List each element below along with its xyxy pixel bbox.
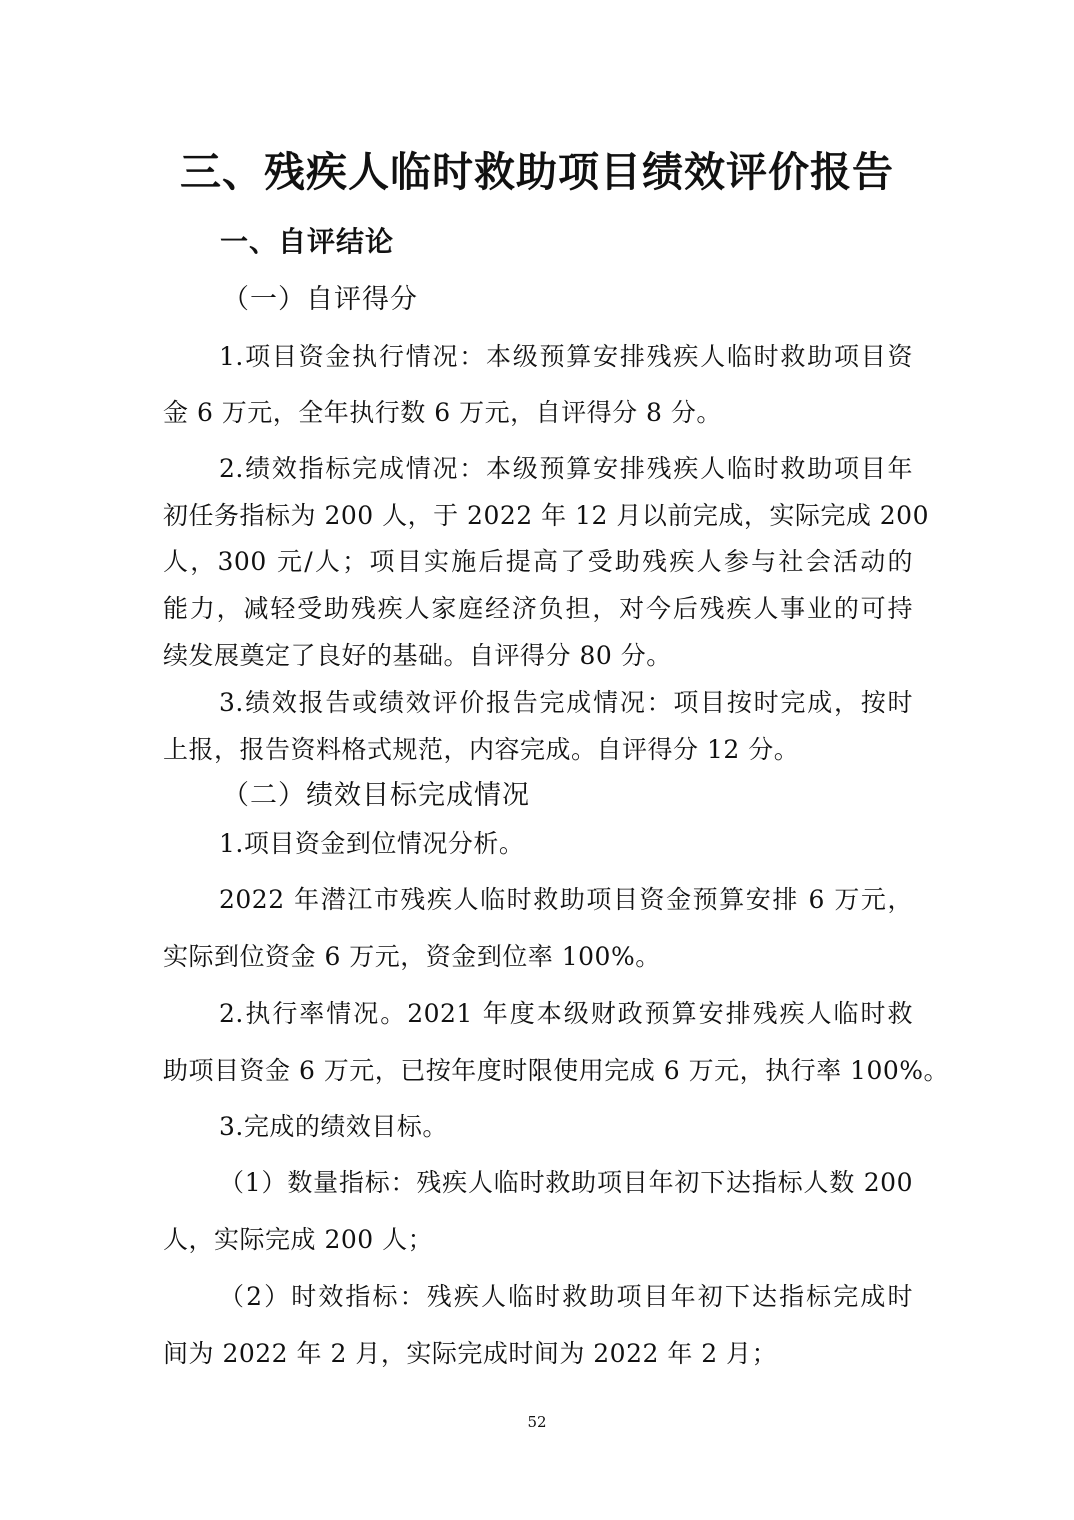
section-heading: 一、自评结论: [220, 225, 395, 258]
paragraph-line: 1.项目资金到位情况分析。: [219, 829, 525, 858]
paragraph-line: 2022 年潜江市残疾人临时救助项目资金预算安排 6 万元，: [219, 885, 913, 914]
paragraph-line: 能力，减轻受助残疾人家庭经济负担，对今后残疾人事业的可持: [163, 594, 913, 623]
subsection-heading-goals: （二）绩效目标完成情况: [222, 780, 530, 811]
paragraph-line: 金 6 万元，全年执行数 6 万元，自评得分 8 分。: [163, 398, 722, 427]
subsection-heading-score: （一）自评得分: [222, 284, 418, 315]
paragraph-line: 2.绩效指标完成情况：本级预算安排残疾人临时救助项目年: [219, 454, 913, 483]
paragraph-line: 3.完成的绩效目标。: [219, 1112, 448, 1141]
paragraph-line: 助项目资金 6 万元，已按年度时限使用完成 6 万元，执行率 100%。: [163, 1056, 950, 1085]
paragraph-line: 上报，报告资料格式规范，内容完成。自评得分 12 分。: [163, 735, 800, 764]
paragraph-line: 人，实际完成 200 人；: [163, 1225, 434, 1254]
page-number: 52: [527, 1413, 547, 1431]
page-title: 三、残疾人临时救助项目绩效评价报告: [180, 148, 894, 196]
paragraph-line: 人，300 元/人；项目实施后提高了受助残疾人参与社会活动的: [163, 547, 913, 576]
paragraph-line: 1.项目资金执行情况：本级预算安排残疾人临时救助项目资: [219, 342, 913, 371]
paragraph-line: 续发展奠定了良好的基础。自评得分 80 分。: [163, 641, 672, 670]
paragraph-line: 初任务指标为 200 人，于 2022 年 12 月以前完成，实际完成 200: [163, 501, 929, 530]
paragraph-line: （2）时效指标：残疾人临时救助项目年初下达指标完成时: [219, 1282, 913, 1311]
paragraph-line: 2.执行率情况。2021 年度本级财政预算安排残疾人临时救: [219, 999, 913, 1028]
paragraph-line: 间为 2022 年 2 月，实际完成时间为 2022 年 2 月；: [163, 1339, 778, 1368]
paragraph-line: 实际到位资金 6 万元，资金到位率 100%。: [163, 942, 661, 971]
paragraph-line: （1）数量指标：残疾人临时救助项目年初下达指标人数 200: [219, 1168, 913, 1197]
paragraph-line: 3.绩效报告或绩效评价报告完成情况：项目按时完成，按时: [219, 688, 913, 717]
